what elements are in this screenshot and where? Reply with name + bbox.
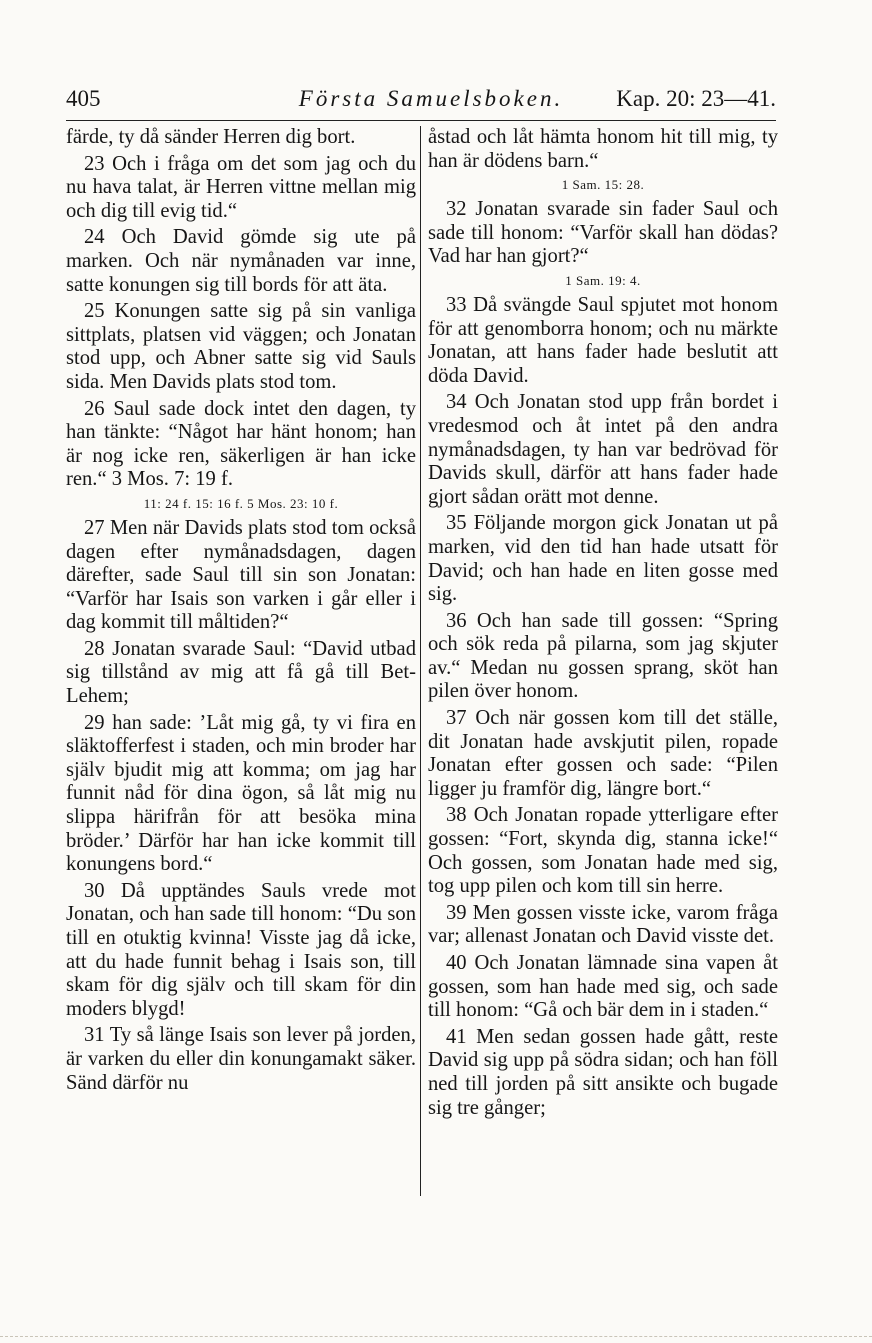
verse-paragraph: 23 Och i fråga om det som jag och du nu hava talat, är Herren vittne mellan mig och dig till evig tid.“ [66, 152, 416, 222]
chapter-reference: Kap. 20: 23—41. [616, 86, 776, 111]
verse-paragraph: 30 Då upptändes Sauls vrede mot Jonatan, och han sade till honom: “Du son till en otuktig kvinna! Visste jag då icke, att du hade funnit behag i Isais son, till skam för dig själv och till skam för din moders blygd! [66, 879, 416, 1020]
continued-paragraph: åstad och låt hämta honom hit till mig, ty han är dödens barn.“ [428, 126, 778, 172]
page-number: 405 [66, 86, 101, 111]
verse-paragraph: 40 Och Jonatan lämnade sina vapen åt gossen, som han hade med sig, och sade till honom: “Gå och bär dem in i staden.“ [428, 952, 778, 1022]
verse-paragraph: 36 Och han sade till gossen: “Spring och sök reda på pilarna, som jag skjuter av.“ Medan nu gossen sprang, sköt han pilen över honom. [428, 609, 778, 703]
verse-paragraph: 38 Och Jonatan ropade ytterligare efter gossen: “Fort, skynda dig, stanna icke!“ Och gossen, som Jonatan hade med sig, tog upp pilen och kom till sin herre. [428, 804, 778, 898]
cross-reference: 1 Sam. 19: 4. [565, 272, 641, 288]
cross-reference: 11: 24 f. 15: 16 f. 5 Mos. 23: 10 f. [143, 495, 339, 511]
verse-paragraph: 24 Och David gömde sig ute på marken. Och när nymånaden var inne, satte konungen sig till bords för att äta. [66, 226, 416, 296]
verse-paragraph: 25 Konungen satte sig på sin vanliga sittplats, platsen vid väggen; och Jonatan stod upp, och Abner satte sig vid Sauls sida. Men Davids plats stod tom. [66, 300, 416, 393]
verse-paragraph: 37 Och när gossen kom till det ställe, dit Jonatan hade avskjutit pilen, ropade Jonatan efter gossen och sade: “Pilen ligger ju framför dig, längre bort.“ [428, 707, 778, 800]
verse-paragraph: 39 Men gossen visste icke, varom fråga var; allenast Jonatan och David visste det. [428, 901, 778, 948]
verse-paragraph: 32 Jonatan svarade sin fader Saul och sade till honom: “Varför skall han dödas? Vad har han gjort?“ [428, 198, 778, 268]
verse-paragraph: 35 Följande morgon gick Jonatan ut på marken, vid den tid han hade utsatt för David; och han hade en liten gosse med sig. [428, 512, 778, 606]
verse-paragraph: 31 Ty så länge Isais son lever på jorden, är varken du eller din konungamakt säker. Sänd därför nu [66, 1024, 416, 1094]
page-header [66, 86, 776, 120]
verse-paragraph: 28 Jonatan svarade Saul: “David utbad sig tillstånd av mig att få gå till Bet-Lehem; [66, 637, 416, 708]
verse-paragraph: 29 han sade: ’Låt mig gå, ty vi fira en släktofferfest i staden, och min broder har själv bjudit mig att komma; om jag har funnit nåd för dina ögon, så låt mig nu slippa härifrån för att besöka mina bröder.’ Därför har han icke kommit till konungens bord.“ [66, 711, 416, 876]
verse-paragraph: 27 Men när Davids plats stod tom också dagen efter nymånadsdagen, dagen därefter, sade Saul till sin son Jonatan: “Varför har Isais son varken i går eller i dag kommit till måltiden?“ [66, 516, 416, 634]
continued-paragraph: färde, ty då sänder Herren dig bort. [66, 126, 356, 148]
verse-paragraph: 41 Men sedan gossen hade gått, reste David sig upp på södra sidan; och han föll ned till jorden på sitt ansikte och bugade sig tre gånger; [428, 1025, 778, 1119]
verse-paragraph: 34 Och Jonatan stod upp från bordet i vredesmod och åt intet på den andra nymånadsdagen, ty han var bedrövad för Davids skull, därför att hans fader hade gjort sådan orätt mot denne. [428, 391, 778, 508]
verse-paragraph: 33 Då svängde Saul spjutet mot honom för att genomborra honom; och nu märkte Jonatan, att hans fader hade beslutit att döda David. [428, 293, 778, 387]
left-column [66, 126, 416, 1098]
header-rule [66, 120, 776, 121]
right-column [428, 126, 778, 1123]
verse-paragraph: 26 Saul sade dock intet den dagen, ty han tänkte: “Något har hänt honom; han är nog icke ren, säkerligen är han icke ren.“ 3 Mos. 7: 19 f. [66, 397, 416, 491]
column-divider [420, 126, 421, 1196]
book-title: Första Samuelsboken. [298, 86, 564, 111]
cross-reference: 1 Sam. 15: 28. [561, 177, 645, 193]
page-edge [0, 1336, 872, 1337]
